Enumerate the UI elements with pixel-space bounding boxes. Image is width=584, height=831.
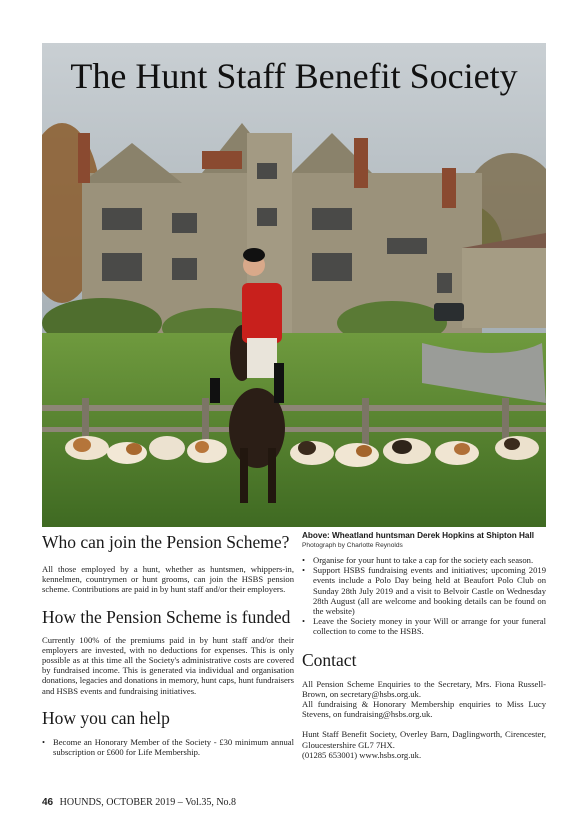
bullet-icon: • [42, 736, 46, 747]
bullet-icon: • [302, 555, 306, 565]
list-item: • Leave the Society money in your Will or arrange for your funeral collection to come to the HSBS. [302, 616, 546, 637]
publication-info: HOUNDS, OCTOBER 2019 – Vol.35, No.8 [59, 797, 237, 808]
cover-photo [42, 43, 546, 527]
list-item: • Support HSBS fundraising events and initiatives; upcoming 2019 events include a Polo Day being held at Beaufort Polo Club on Sunday 28th July 2019 and a visit to Belvoir Castle on Wednesday 28th August (all are welcome and booking details can be found on the website) [302, 565, 546, 617]
hunt-scene-illustration [42, 43, 546, 527]
bullet-icon: • [302, 616, 306, 627]
page-footer [42, 797, 236, 808]
paragraph-who-can-join: All those employed by a hunt, whether as huntsmen, whippers-in, kennelmen, countrymen or hunt grooms, can join the HSBS pension scheme. Contributions are paid in by hunt staff and/or their employers. [42, 564, 294, 595]
contact-address: Hunt Staff Benefit Society, Overley Barn, Daglingworth, Cirencester, Gloucestershire GL7 7HX. [302, 729, 546, 750]
list-item: • Organise for your hunt to take a cap for the society each season. [302, 555, 534, 565]
photo-credit: Photograph by Charlotte Reynolds [302, 542, 403, 549]
paragraph-how-funded: Currently 100% of the premiums paid in by hunt staff and/or their employers are invested, with no deductions for expenses. This is only possible as at this time all the Society's administrative costs are covered by fundraised income. This is generated via individual and organisation donations, legacies and donations in memory, hunt caps, hunt fundraisers and HSBS events and fundraising initiatives. [42, 634, 294, 696]
help-list-continued [302, 555, 546, 637]
heading-contact: Contact [302, 649, 357, 670]
page-number: 46 [42, 797, 54, 808]
right-column [302, 531, 546, 760]
heading-who-can-join: Who can join the Pension Scheme? [42, 532, 290, 552]
heading-how-you-can-help: How you can help [42, 707, 170, 728]
left-column [42, 531, 294, 757]
photo-caption: Above: Wheatland huntsman Derek Hopkins at Shipton Hall [302, 531, 535, 540]
contact-phone-web: (01285 653001) www.hsbs.org.uk. [302, 749, 422, 760]
help-list [42, 737, 294, 757]
heading-how-funded: How the Pension Scheme is funded [42, 606, 291, 627]
contact-fundraising: All fundraising & Honorary Membership enquiries to Miss Lucy Stevens, on fundraising@hsbs.org.uk. [302, 699, 546, 720]
bullet-icon: • [302, 565, 306, 576]
contact-secretary: All Pension Scheme Enquiries to the Secretary, Mrs. Fiona Russell-Brown, on secretary@hsbs.org.uk. [302, 678, 546, 699]
list-item: • Become an Honorary Member of the Society - £30 minimum annual subscription or £600 for Life Membership. [42, 736, 294, 758]
page-title: The Hunt Staff Benefit Society [70, 56, 518, 96]
